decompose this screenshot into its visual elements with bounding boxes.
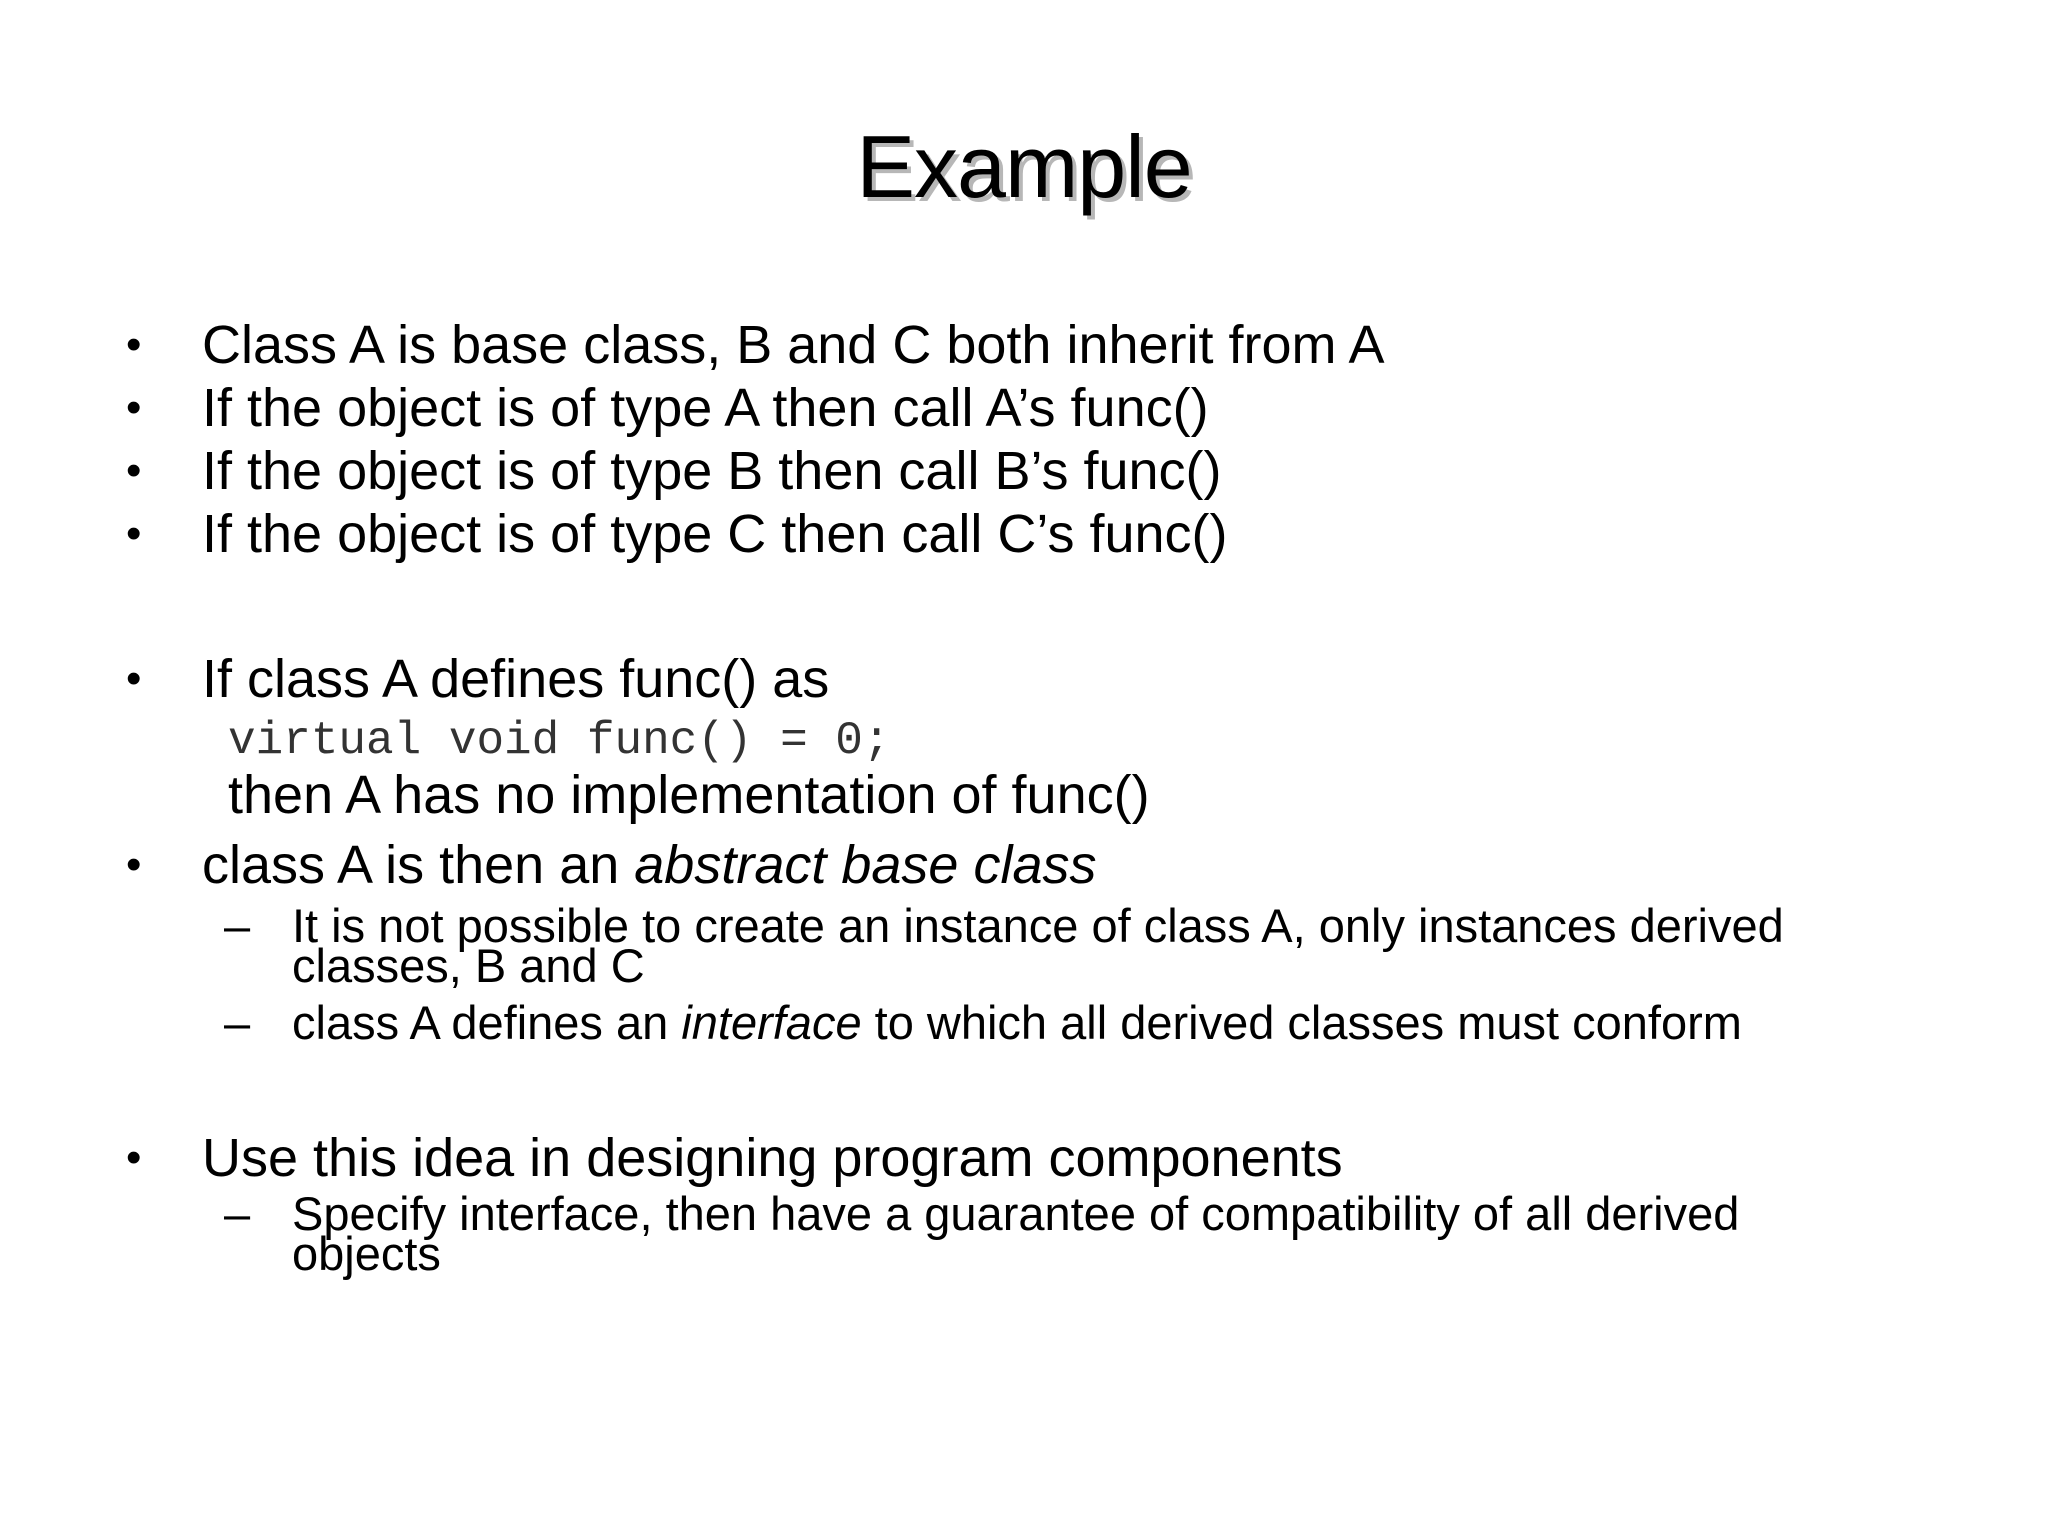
sub-bullet-6-1-line-1: It is not possible to create an instance of class A, only instances derived bbox=[292, 899, 1784, 952]
bullet-text-6-pre: class A is then an bbox=[202, 835, 635, 895]
bullet-icon: • bbox=[126, 320, 142, 369]
bullet-text-4: If the object is of type C then call C’s func() bbox=[202, 504, 1228, 564]
bullet-text-5-continuation: then A has no implementation of func() bbox=[228, 765, 1150, 825]
sub-bullet-6-2 bbox=[292, 996, 1742, 1049]
bullet-text-6 bbox=[202, 834, 1096, 896]
bullet-text-3: If the object is of type B then call B’s func() bbox=[202, 441, 1222, 501]
bullet-text-2: If the object is of type A then call A’s func() bbox=[202, 378, 1209, 438]
bullet-text-5: If class A defines func() as bbox=[202, 649, 830, 709]
bullet-icon: • bbox=[126, 840, 142, 889]
sub-bullet-6-2-emphasis: interface bbox=[681, 996, 862, 1049]
sub-bullet-7-1-line-1: Specify interface, then have a guarantee of compatibility of all derived bbox=[292, 1187, 1740, 1240]
bullet-icon: • bbox=[126, 383, 142, 432]
sub-bullet-7-1-line-2: objects bbox=[292, 1227, 441, 1280]
code-snippet: virtual void func() = 0; bbox=[228, 715, 891, 767]
slide-title: Example bbox=[856, 117, 1192, 216]
bullet-text-1: Class A is base class, B and C both inherit from A bbox=[202, 315, 1385, 375]
bullet-icon: • bbox=[126, 446, 142, 495]
dash-icon: – bbox=[224, 899, 251, 952]
bullet-text-6-emphasis: abstract base class bbox=[634, 835, 1097, 895]
bullet-icon: • bbox=[126, 509, 142, 558]
sub-bullet-6-1-line-2: classes, B and C bbox=[292, 939, 645, 992]
dash-icon: – bbox=[224, 1187, 251, 1240]
bullet-icon: • bbox=[126, 1133, 142, 1182]
dash-icon: – bbox=[224, 996, 251, 1049]
sub-bullet-6-2-post: to which all derived classes must conform bbox=[861, 996, 1742, 1049]
bullet-text-7: Use this idea in designing program components bbox=[202, 1128, 1343, 1188]
sub-bullet-6-2-pre: class A defines an bbox=[292, 996, 682, 1049]
bullet-icon: • bbox=[126, 654, 142, 703]
